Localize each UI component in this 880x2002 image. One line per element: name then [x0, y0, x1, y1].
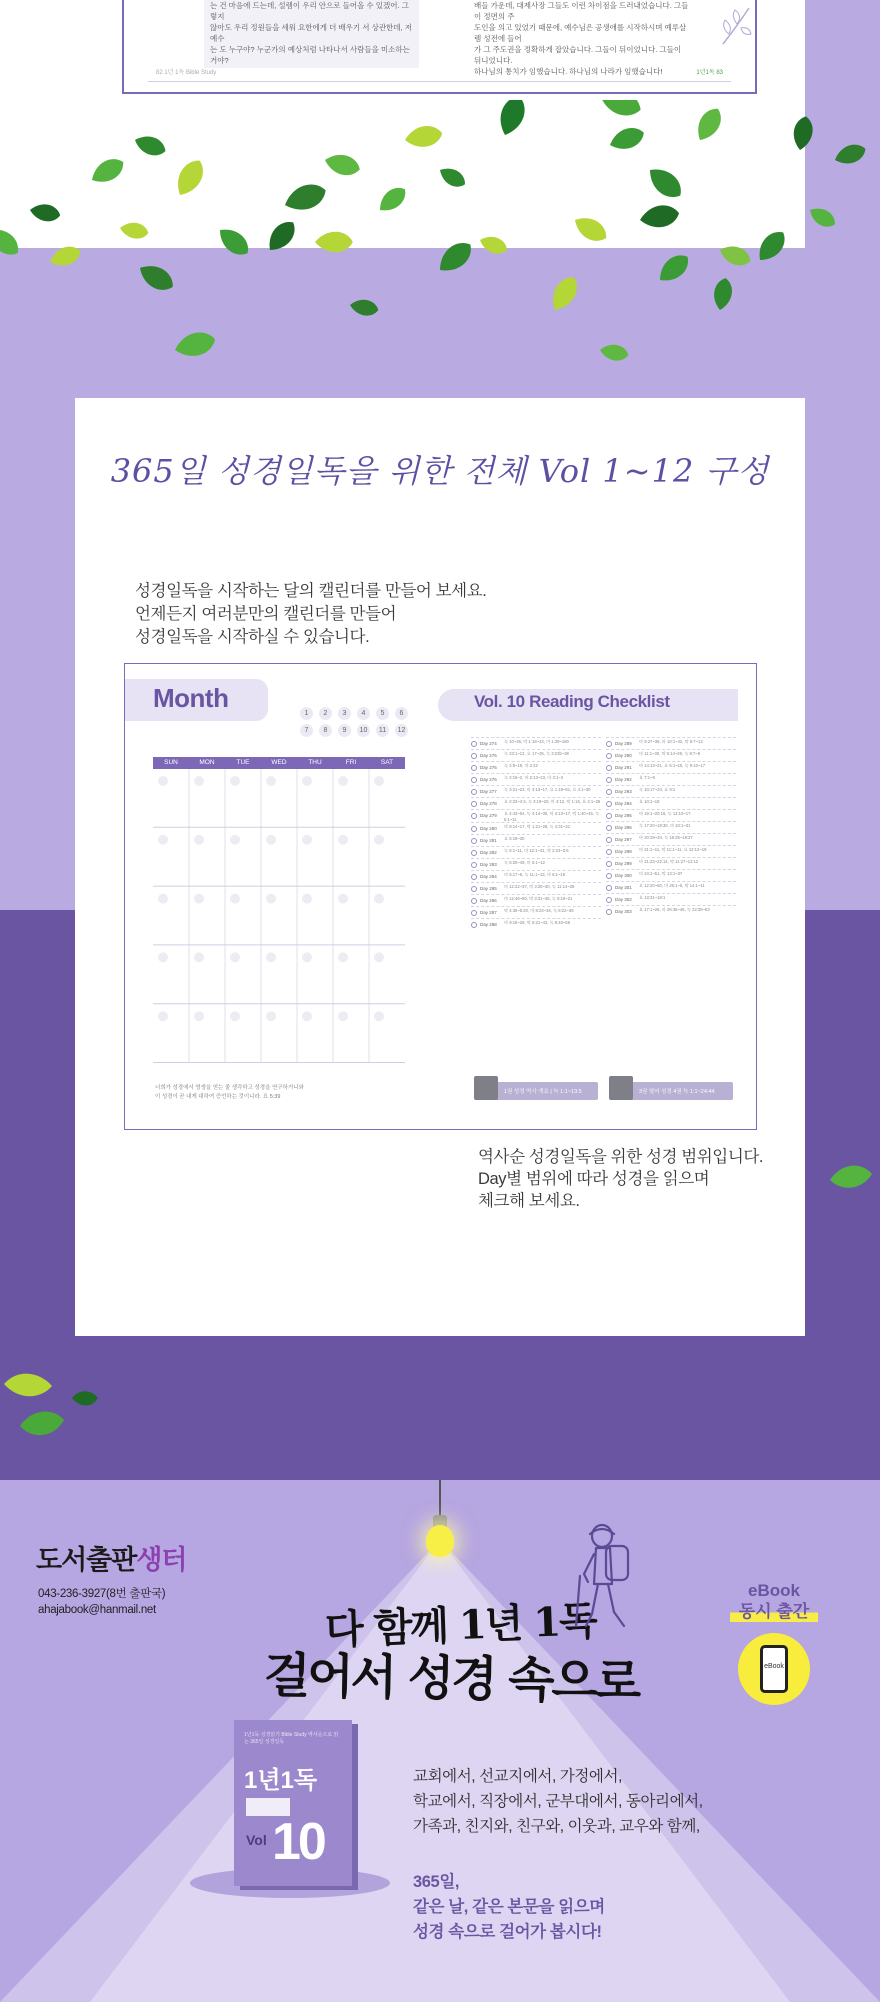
- weekday-label: SUN: [164, 759, 178, 766]
- checkbox-circle[interactable]: [606, 765, 612, 771]
- reading-range: 마 21:23~22:14, 막 11:27~12:12: [639, 859, 699, 864]
- calendar-day-circle: [374, 776, 384, 786]
- reading-range: 눅 2:15~2, 마 2:13~23, 마 3:1~3: [504, 775, 564, 780]
- preview-right-column: [474, 0, 689, 77]
- day-label: Day 296: [615, 825, 632, 830]
- book-volume-number: 10: [272, 1813, 324, 1871]
- phone-number: 043-236-3927(8번 출판국): [38, 1588, 166, 1600]
- preview-page-top: [122, 0, 757, 94]
- month-number: 2: [319, 707, 332, 720]
- checkbox-circle[interactable]: [606, 753, 612, 759]
- day-label: Day 301: [615, 885, 632, 890]
- checkbox-circle[interactable]: [606, 825, 612, 831]
- checkbox-circle[interactable]: [471, 789, 477, 795]
- reading-range: 눅 10:17~24, 요 9:1: [639, 787, 676, 792]
- calendar-day-circle: [194, 835, 204, 845]
- outro-text: [478, 1146, 763, 1212]
- calendar-day-circle: [158, 952, 168, 962]
- description-line: 교회에서, 선교지에서, 가정에서,: [413, 1768, 622, 1785]
- checklist-row: [471, 749, 601, 761]
- checklist-row: [606, 785, 736, 797]
- highlight-text: [413, 1870, 605, 1945]
- calendar-day-circle: [158, 1011, 168, 1021]
- checklist-row: [471, 822, 601, 834]
- volume-badge-label: 1권 성경 역사 개요 | 눅 1:1~13:5: [504, 1089, 582, 1095]
- day-label: Day 295: [615, 813, 632, 818]
- month-number: 8: [319, 724, 332, 737]
- calendar-day-circle: [302, 835, 312, 845]
- preview-line: 가 그 주도권을 정확하게 잡았습니다. 그들이 뒤이었니다. 그들이 뒤니었니다.: [474, 45, 682, 65]
- day-label: Day 283: [480, 862, 497, 867]
- calendar-day-circle: [230, 894, 240, 904]
- checklist-right-column: [606, 737, 736, 917]
- calendar-day-circle: [230, 776, 240, 786]
- day-label: Day 288: [480, 922, 497, 927]
- reading-range: 눅 17:20~18:30, 마 10:1~31: [639, 823, 691, 828]
- day-label: Day 278: [480, 801, 497, 806]
- calendar-weekday-header: [153, 757, 405, 769]
- reading-range: 요 2:23~4:3, 눅 3:19~20, 마 4:12, 막 1:16, 요 4:1~26: [504, 799, 601, 804]
- calendar-day-circle: [194, 894, 204, 904]
- note-line: 너희가 성경에서 영생을 얻는 줄 생각하고 성경을 연구하거니와: [155, 1085, 304, 1091]
- calendar-day-circle: [158, 894, 168, 904]
- reading-range: 마 5:17~6, 눅 11:1~13, 마 6:1~18: [504, 872, 566, 877]
- reading-range: 마 24:1~51, 막 13:1~37: [639, 871, 683, 876]
- preview-line: 는 도 누구야? 누군가의 예상처럼 나타나서 사람들을 미소하는 거야?: [210, 45, 410, 65]
- light-bulb-icon: [426, 1525, 454, 1557]
- checklist-row: [606, 821, 736, 833]
- reading-range: 눅 2:8~18, 마 2:22: [504, 763, 538, 768]
- checkbox-circle[interactable]: [606, 897, 612, 903]
- day-label: Day 299: [615, 861, 632, 866]
- preview-footer-right: 1년1독 83: [696, 70, 723, 76]
- day-label: Day 290: [615, 753, 632, 758]
- outro-line: 역사순 성경일독을 위한 성경 범위입니다.: [478, 1148, 764, 1166]
- calendar-day-circle: [266, 952, 276, 962]
- day-label: Day 292: [615, 777, 632, 782]
- month-title: Month: [153, 683, 229, 713]
- month-number: 7: [300, 724, 313, 737]
- checklist-row: [471, 785, 601, 797]
- day-label: Day 280: [480, 826, 497, 831]
- day-label: Day 279: [480, 813, 497, 818]
- reading-range: 요 5:19~30: [504, 836, 525, 841]
- checkbox-circle[interactable]: [606, 873, 612, 879]
- reading-range: 요 7:1~9: [639, 775, 655, 780]
- checklist-row: [606, 833, 736, 845]
- calendar-day-circle: [302, 952, 312, 962]
- day-label: Day 285: [480, 886, 497, 891]
- calendar-day-circle: [230, 835, 240, 845]
- month-number: 9: [338, 724, 351, 737]
- checkbox-circle[interactable]: [606, 741, 612, 747]
- volume-badge-right: [615, 1082, 733, 1100]
- checklist-row: [471, 797, 601, 809]
- headline-line-1: 다 함께 1년 1독: [324, 1597, 597, 1654]
- checklist-row: [471, 846, 601, 858]
- calendar-day-circle: [158, 776, 168, 786]
- day-label: Day 274: [480, 741, 497, 746]
- reading-range: 요 10:1~18: [639, 799, 660, 804]
- checkbox-circle[interactable]: [471, 898, 477, 904]
- preview-spread: [124, 663, 757, 1130]
- checklist-row: [471, 894, 601, 906]
- preview-line: 않아도 우리 정원들을 세워 요한에게 더 배우기 서 상관한데, 저 예수: [210, 23, 412, 43]
- checkbox-circle[interactable]: [471, 777, 477, 783]
- logo-accent: 생터: [136, 1545, 187, 1576]
- checklist-row: [606, 905, 736, 917]
- day-label: Day 300: [615, 873, 632, 878]
- checklist-row: [606, 773, 736, 785]
- reading-range: 눅 23:1~12, 요 17~25, 눅 3:23b~38: [504, 751, 569, 756]
- content-card: [75, 398, 805, 1336]
- month-number: 3: [338, 707, 351, 720]
- description: [413, 1764, 703, 1839]
- day-label: Day 293: [615, 789, 632, 794]
- checklist-row: [606, 845, 736, 857]
- reading-range: 요 13:31~18:1: [639, 895, 666, 900]
- reading-range: 눅 6:20~49, 마 5:1~12: [504, 860, 545, 865]
- checklist-row: [471, 761, 601, 773]
- checkbox-circle[interactable]: [471, 765, 477, 771]
- day-label: Day 282: [480, 850, 497, 855]
- day-label: Day 276: [480, 777, 497, 782]
- headline-line-2: 걸어서 성경 속으로: [263, 1647, 639, 1711]
- weekday-label: FRI: [345, 759, 357, 766]
- checkbox-circle[interactable]: [471, 850, 477, 856]
- day-label: Day 287: [480, 910, 497, 915]
- month-number: 10: [357, 724, 370, 737]
- checkbox-circle[interactable]: [471, 801, 477, 807]
- falling-leaves: [0, 100, 880, 420]
- smartphone-icon: eBook: [760, 1645, 788, 1693]
- highlight-line: 같은 날, 같은 본문을 읽으며: [413, 1898, 605, 1916]
- checkbox-circle[interactable]: [606, 837, 612, 843]
- checklist-row: [471, 773, 601, 785]
- reading-range: 눅 10~36, 막 1:18~23, 마 1:39~180: [504, 739, 569, 744]
- checkbox-circle[interactable]: [606, 849, 612, 855]
- month-number: 4: [357, 707, 370, 720]
- weekday-label: THU: [308, 759, 322, 766]
- month-number: 5: [376, 707, 389, 720]
- checklist-row: [606, 881, 736, 893]
- weekday-label: SAT: [380, 759, 394, 766]
- checklist-row: [606, 869, 736, 881]
- checkbox-circle[interactable]: [471, 838, 477, 844]
- highlight-line: 365일,: [413, 1873, 460, 1891]
- intro-line: 성경일독을 시작하실 수 있습니다.: [135, 628, 370, 646]
- checkbox-circle[interactable]: [606, 885, 612, 891]
- checkbox-circle[interactable]: [606, 813, 612, 819]
- checklist-row: [471, 870, 601, 882]
- checkbox-circle[interactable]: [471, 741, 477, 747]
- day-label: Day 302: [615, 897, 632, 902]
- weekday-label: MON: [199, 759, 215, 766]
- note-line: 이 성경이 곧 내게 대하여 증언하는 것이니라. 요 5:39: [155, 1094, 281, 1100]
- intro-line: 성경일독을 시작하는 달의 캘린더를 만들어 보세요.: [135, 582, 487, 600]
- intro-text: [135, 580, 486, 649]
- checkbox-circle[interactable]: [471, 753, 477, 759]
- reading-range: 요 17:1~26, 마 26:36~46, 눅 22:39~53: [639, 907, 710, 912]
- day-label: Day 297: [615, 837, 632, 842]
- reading-range: 마 11:1~30, 막 6:14~29, 눅 9:7~9: [639, 751, 701, 756]
- reading-range: 요 4:43~54, 눅 4:14~30, 마 4:13~17, 막 1:40~45, 눅 5:1~11: [504, 811, 600, 822]
- lamp-cord: [439, 1480, 441, 1518]
- reading-range: 마 21:1~11, 막 11:1~11, 요 12:12~19: [639, 847, 707, 852]
- outro-line: 체크해 보세요.: [478, 1192, 580, 1210]
- reading-range: 마 12:22~37, 막 3:20~30, 눅 11:14~28: [504, 884, 575, 889]
- description-line: 가족과, 친지와, 친구와, 이웃과, 교우와 함께,: [413, 1818, 700, 1835]
- checklist-row: [606, 857, 736, 869]
- weekday-label: WED: [271, 759, 287, 766]
- checklist-row: [606, 749, 736, 761]
- reading-range: 마 14:13~21, 요 6:1~15, 눅 9:10~17: [639, 763, 706, 768]
- day-label: Day 277: [480, 789, 497, 794]
- book-volume-label: Vol: [246, 1832, 267, 1848]
- ebook-label: [730, 1580, 818, 1622]
- checkbox-circle[interactable]: [471, 826, 477, 832]
- calendar-day-circle: [374, 894, 384, 904]
- day-label: Day 275: [480, 753, 497, 758]
- intro-line: 언제든지 여러분만의 캘린더를 만들어: [135, 605, 397, 623]
- email-address[interactable]: ahajabook@hanmail.net: [38, 1604, 156, 1616]
- reading-range: 눅 6:1~11, 마 12:1~21, 막 2:23~3:6: [504, 848, 569, 853]
- preview-footer-left: 82 1년 1독 Bible Study: [156, 70, 217, 76]
- logo-main: 도서출판: [36, 1545, 137, 1576]
- checklist-row: [471, 809, 601, 822]
- checkbox-circle[interactable]: [471, 922, 477, 928]
- checkbox-circle[interactable]: [606, 789, 612, 795]
- reading-range: 마 8:14~17, 막 1:21~28, 눅 4:31~41: [504, 824, 571, 829]
- contact-info: [38, 1586, 165, 1618]
- day-label: Day 294: [615, 801, 632, 806]
- calendar-day-circle: [230, 1011, 240, 1021]
- checklist-row: [606, 761, 736, 773]
- calendar-day-circle: [338, 776, 348, 786]
- checklist-row: [471, 858, 601, 870]
- calendar-day-circle: [194, 952, 204, 962]
- calendar-day-circle: [374, 835, 384, 845]
- section-title: 365일 성경일독을 위한 전체 Vol 1~12 구성: [110, 452, 770, 490]
- description-line: 학교에서, 직장에서, 군부대에서, 동아리에서,: [413, 1793, 703, 1810]
- calendar-day-circle: [338, 894, 348, 904]
- reading-range: 마 9:27~38, 마 10:1~42, 막 6:7~13: [639, 739, 703, 744]
- month-number: 6: [395, 707, 408, 720]
- book-subtitle: 1년1독 성경읽기 Bible Study 역사순으로 읽는 365일 성경일독: [244, 1732, 339, 1745]
- checklist-row: [606, 797, 736, 809]
- checkbox-circle[interactable]: [471, 886, 477, 892]
- leaf-icon: [0, 1368, 100, 1458]
- book-title: 1년1독: [244, 1767, 318, 1794]
- leaf-icon: [0, 100, 868, 363]
- calendar-day-circle: [266, 776, 276, 786]
- calendar-day-circle: [338, 952, 348, 962]
- checkbox-circle[interactable]: [471, 910, 477, 916]
- reading-range: 막 4:35~5:20, 마 8:23~34, 눅 8:22~39: [504, 908, 574, 913]
- book-cover: [234, 1720, 352, 1886]
- checklist-row: [471, 882, 601, 894]
- day-label: Day 298: [615, 849, 632, 854]
- book-icon: [474, 1076, 498, 1100]
- checkbox-circle[interactable]: [606, 777, 612, 783]
- calendar-day-circle: [374, 952, 384, 962]
- calendar-day-circle: [338, 835, 348, 845]
- calendar-day-circle: [266, 835, 276, 845]
- preview-line: 는 건 마음에 드는데, 설렘이 우리 안으로 들어올 수 있겠어. 그렇지: [210, 1, 409, 21]
- preview-line: 배들 가운데, 대제사장 그들도 이런 차이점을 드러내었습니다. 그들이 정면의 주: [474, 1, 689, 21]
- checklist-row: [606, 809, 736, 821]
- reading-range: 마 20:29~34, 눅 18:35~19:27: [639, 835, 693, 840]
- calendar-day-circle: [194, 1011, 204, 1021]
- checkbox-circle[interactable]: [471, 813, 477, 819]
- month-number-list: [300, 707, 410, 737]
- volume-badge-left: [480, 1082, 598, 1100]
- calendar-day-circle: [374, 1011, 384, 1021]
- month-number: 11: [376, 724, 389, 737]
- day-label: Day 303: [615, 909, 632, 914]
- checklist-row: [471, 834, 601, 846]
- preview-line: 도인을 의고 있었기 때문에, 예수님은 공생애를 시작하시며 예루살렘 성전에 들어: [474, 23, 687, 43]
- calendar-note: [155, 1084, 304, 1102]
- highlight-line: 성경 속으로 걸어가 봅시다!: [413, 1923, 602, 1941]
- month-number: 12: [395, 724, 408, 737]
- volume-badge-label: 3권 열어 성경 4권 눅 1:1~24:44: [639, 1089, 715, 1095]
- checklist-row: [471, 737, 601, 749]
- checklist-row: [471, 918, 601, 930]
- calendar-day-circle: [230, 952, 240, 962]
- calendar-day-circle: [158, 835, 168, 845]
- checklist-left-column: [471, 737, 601, 930]
- day-label: Day 281: [480, 838, 497, 843]
- day-label: Day 291: [615, 765, 632, 770]
- checklist-title: Vol. 10 Reading Checklist: [474, 692, 670, 711]
- preview-left-column: [204, 0, 419, 68]
- ebook-line: eBook: [748, 1581, 800, 1600]
- day-label: Day 289: [615, 741, 632, 746]
- reading-range: 눅 3:21~23, 마 3:13~17, 요 1:19~51, 요 4:1~30: [504, 787, 591, 792]
- day-label: Day 286: [480, 898, 497, 903]
- calendar-grid: [153, 769, 405, 1063]
- calendar-day-circle: [302, 1011, 312, 1021]
- preview-line: 하나님의 통치가 임했습니다. 하나님의 나라가 임했습니다!: [474, 67, 663, 76]
- preview-footer-rule: [148, 81, 731, 82]
- checkbox-circle[interactable]: [471, 862, 477, 868]
- day-label: Day 276: [480, 765, 497, 770]
- checkbox-circle[interactable]: [606, 909, 612, 915]
- calendar-day-circle: [302, 894, 312, 904]
- calendar-day-circle: [194, 776, 204, 786]
- leaf-sketch-icon: [719, 4, 753, 48]
- checklist-row: [606, 893, 736, 905]
- checkbox-circle[interactable]: [471, 874, 477, 880]
- calendar-day-circle: [266, 894, 276, 904]
- reading-range: 요 12:20~50, 마 26:1~5, 막 14:1~11: [639, 883, 705, 888]
- checklist-row: [471, 906, 601, 918]
- publisher-logo[interactable]: [36, 1538, 187, 1577]
- leaf-icon: [820, 1150, 880, 1200]
- ebook-line: 동시 출간: [730, 1601, 818, 1622]
- reading-range: 마 9:18~26, 막 5:21~43, 눅 8:40~56: [504, 920, 571, 925]
- month-number: 1: [300, 707, 313, 720]
- calendar-day-circle: [266, 1011, 276, 1021]
- weekday-label: TUE: [236, 759, 250, 766]
- calendar-day-circle: [338, 1011, 348, 1021]
- calendar-day-circle: [302, 776, 312, 786]
- hiker-icon: [572, 1522, 642, 1632]
- outro-line: Day별 범위에 따라 성경을 읽으며: [478, 1170, 710, 1188]
- checklist-row: [606, 737, 736, 749]
- reading-range: 마 19:1~20:16, 눅 13:10~17: [639, 811, 691, 816]
- checkbox-circle[interactable]: [606, 801, 612, 807]
- reading-range: 마 12:46~50, 막 3:31~35, 눅 8:19~21: [504, 896, 573, 901]
- book-icon: [609, 1076, 633, 1100]
- checkbox-circle[interactable]: [606, 861, 612, 867]
- day-label: Day 284: [480, 874, 497, 879]
